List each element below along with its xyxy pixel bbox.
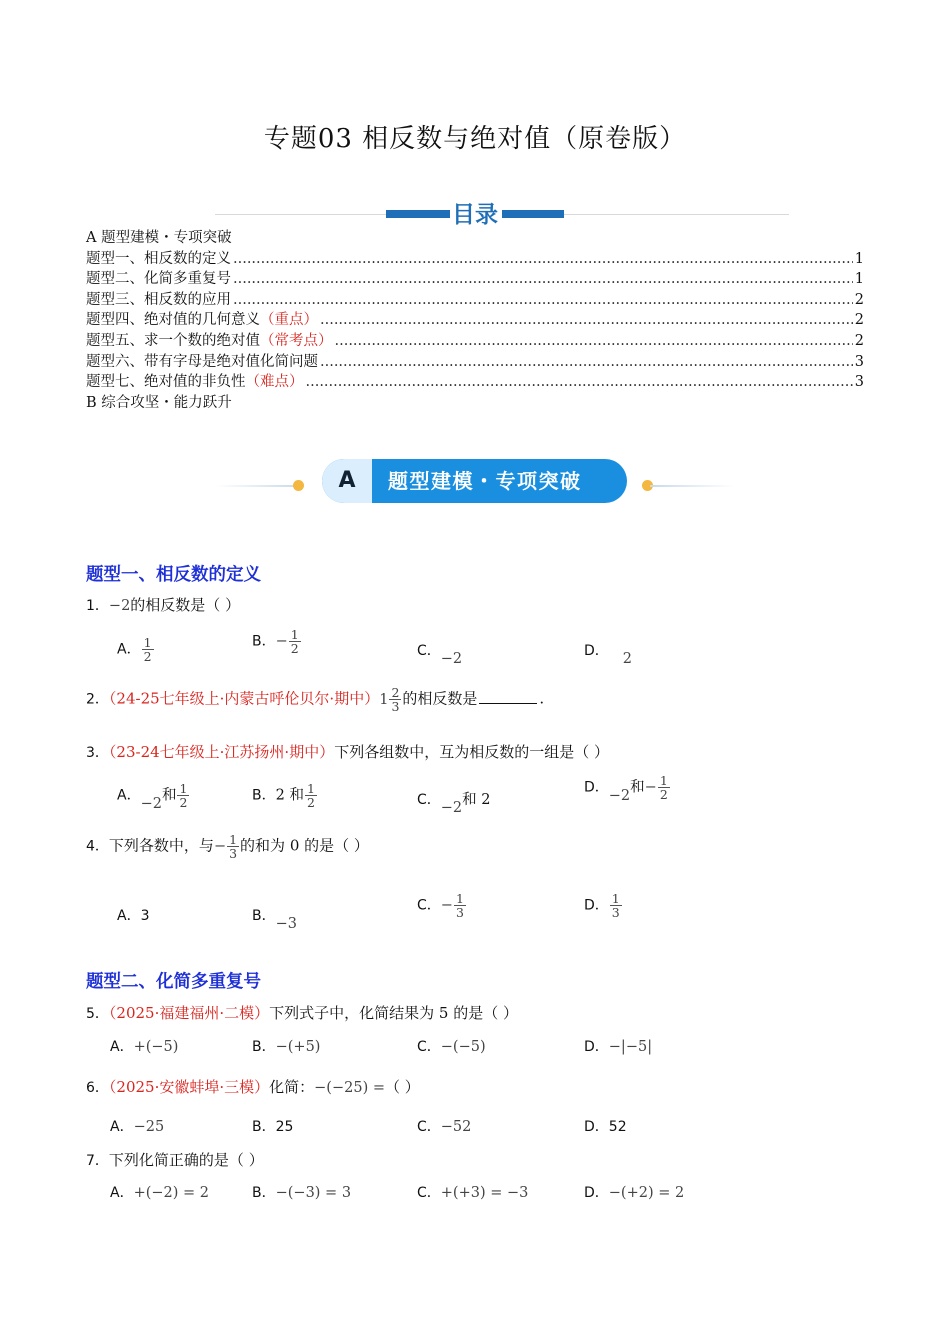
question-5: 5．（2025·福建福州·二模）下列式子中，化简结果为 5 的是（ ） (86, 1004, 518, 1022)
q7-option-b[interactable]: B．−(−3) = 3 (252, 1185, 352, 1201)
section-heading-1: 题型一、相反数的定义 (86, 565, 261, 585)
toc-part-b[interactable]: B 综合攻坚・能力跃升 (86, 394, 232, 411)
q4-option-a[interactable]: A．3 (117, 908, 150, 924)
q6-option-d[interactable]: D．52 (584, 1119, 627, 1135)
q3-option-a[interactable]: A．−2和 $\frac{1}{2}$ (117, 781, 188, 812)
banner-text: 题型建模・专项突破 (388, 469, 582, 493)
question-3: 3．（23-24七年级上·江苏扬州·期中）下列各组数中，互为相反数的一组是（ ） (86, 743, 609, 761)
question-1: 1．−2的相反数是（ ） (86, 596, 241, 614)
q5-option-a[interactable]: A．+(−5) (110, 1039, 179, 1055)
question-2: 2．（24-25七年级上·内蒙古呼伦贝尔·期中） 1 2 3 的相反数是 . (86, 685, 545, 714)
toc-item-1[interactable]: 题型一、相反数的定义 ..... 1 (86, 249, 864, 270)
toc-item-7[interactable]: 题型七、绝对值的非负性 （难点） ..... 3 (86, 372, 864, 393)
section-banner (322, 459, 627, 503)
q4-option-c[interactable]: C．− $\frac{1}{3}$ (417, 891, 464, 920)
page-title: 专题03 相反数与绝对值（原卷版） (263, 124, 687, 154)
toc-heading: 目录 (452, 202, 498, 228)
q3-option-b[interactable]: B．2 和 $\frac{1}{2}$ (252, 781, 315, 810)
toc-bar-left (386, 210, 450, 218)
q4-option-b[interactable]: B．−3 (252, 908, 297, 932)
answer-blank[interactable] (479, 691, 537, 704)
q5-option-c[interactable]: C．−(−5) (417, 1039, 486, 1055)
q3-option-d[interactable]: D．−2和− $\frac{1}{2}$ (584, 773, 668, 804)
question-7: 7．下列化简正确的是（ ） (86, 1151, 264, 1169)
table-of-contents (86, 228, 864, 413)
q7-option-d[interactable]: D．−(+2) = 2 (584, 1185, 685, 1201)
toc-item-4[interactable]: 题型四、绝对值的几何意义 （重点） ..... 2 (86, 310, 864, 331)
banner-letter: A (322, 459, 372, 503)
toc-divider-left (215, 214, 390, 215)
toc-bar-right (502, 210, 564, 218)
q7-option-a[interactable]: A．+(−2) = 2 (110, 1185, 210, 1201)
banner-dot-left (293, 480, 304, 491)
banner-line-right (650, 485, 735, 487)
toc-item-6[interactable]: 题型六、带有字母是绝对值化简问题 ..... 3 (86, 352, 864, 373)
q5-option-b[interactable]: B．−(+5) (252, 1039, 321, 1055)
q1-option-a[interactable]: A． $\frac{1}{2}$ (117, 635, 152, 664)
q4-option-d[interactable]: D． $\frac{1}{3}$ (584, 891, 620, 920)
q5-option-d[interactable]: D．−|−5| (584, 1039, 653, 1055)
q3-option-c[interactable]: C．−2和 2 (417, 792, 491, 816)
toc-item-5[interactable]: 题型五、求一个数的绝对值 （常考点） ..... 2 (86, 331, 864, 352)
q6-option-b[interactable]: B．25 (252, 1119, 294, 1135)
q6-option-a[interactable]: A．−25 (110, 1119, 165, 1135)
toc-divider-right (564, 214, 789, 215)
q1-option-d[interactable]: D． 2 (584, 643, 633, 667)
q1-option-c[interactable]: C．−2 (417, 643, 463, 667)
toc-part-a[interactable]: A 题型建模・专项突破 (86, 230, 232, 246)
q7-option-c[interactable]: C．+(+3) = −3 (417, 1185, 529, 1201)
question-6: 6．（2025·安徽蚌埠·三模）化简：−(−25) =（ ） (86, 1078, 420, 1096)
q1-option-b[interactable]: B．− $\frac{1}{2}$ (252, 627, 299, 656)
toc-item-3[interactable]: 题型三、相反数的应用 ..... 2 (86, 290, 864, 311)
section-heading-2: 题型二、化简多重复号 (86, 972, 261, 992)
q6-option-c[interactable]: C．−52 (417, 1119, 472, 1135)
question-4: 4．下列各数中，与− $\frac{1}{3}$ 的和为 0 的是（ ） (86, 832, 369, 861)
banner-line-left (215, 485, 300, 487)
toc-item-2[interactable]: 题型二、化简多重复号 ..... 1 (86, 269, 864, 290)
